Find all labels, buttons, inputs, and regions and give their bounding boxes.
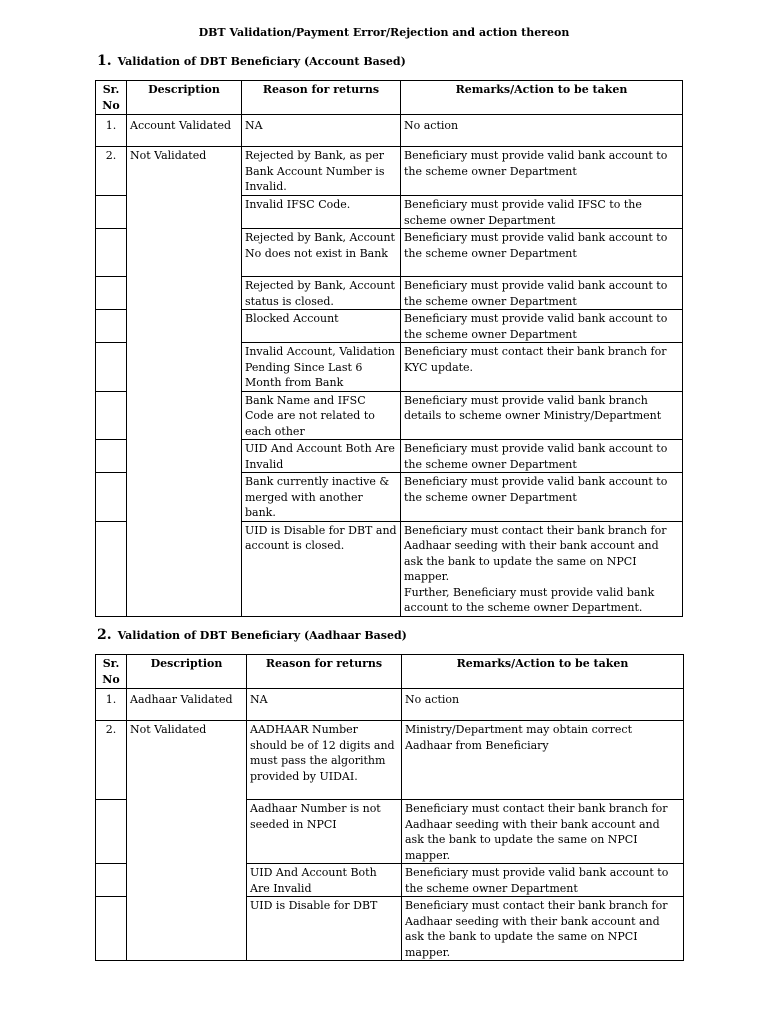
row-remarks-extra: Further, Beneficiary must provide valid bank account to the scheme owner Department. <box>404 585 655 614</box>
section-2-heading <box>97 627 407 643</box>
column-header-description: Description <box>127 81 242 115</box>
row-sr <box>96 196 127 229</box>
row-remarks: Beneficiary must contact their bank branch for Aadhaar seeding with their bank account and ask the bank to update the same on NPCI mapper. <box>402 897 684 961</box>
row-reason: Bank Name and IFSC Code are not related to each other <box>242 391 401 440</box>
row-reason: UID is Disable for DBT and account is closed. <box>242 521 401 616</box>
row-description: Account Validated <box>127 115 242 147</box>
column-header-remarks: Remarks/Action to be taken <box>401 81 683 115</box>
row-sr <box>96 310 127 343</box>
row-remarks: Beneficiary must provide valid bank account to the scheme owner Department <box>401 440 683 473</box>
row-reason: Bank currently inactive & merged with another bank. <box>242 473 401 522</box>
row-reason: NA <box>247 689 402 721</box>
row-sr: 1. <box>96 115 127 147</box>
row-sr <box>96 521 127 616</box>
row-sr: 2. <box>96 721 127 800</box>
row-reason: AADHAAR Number should be of 12 digits and must pass the algorithm provided by UIDAI. <box>247 721 402 800</box>
row-remarks: Beneficiary must contact their bank branch for Aadhaar seeding with their bank account and ask the bank to update the same on NPCI mapper. <box>402 800 684 864</box>
section-2-number: 2. <box>97 627 112 643</box>
row-reason: Invalid Account, Validation Pending Since Last 6 Month from Bank <box>242 343 401 392</box>
row-reason: Aadhaar Number is not seeded in NPCI <box>247 800 402 864</box>
row-sr <box>96 897 127 961</box>
page-title: DBT Validation/Payment Error/Rejection and action thereon <box>198 26 570 39</box>
row-reason: UID And Account Both Are Invalid <box>247 864 402 897</box>
account-validation-table <box>95 80 683 617</box>
column-header-reason: Reason for returns <box>247 655 402 689</box>
row-reason: Invalid IFSC Code. <box>242 196 401 229</box>
row-sr <box>96 473 127 522</box>
row-reason: Blocked Account <box>242 310 401 343</box>
row-remarks: Ministry/Department may obtain correct Aadhaar from Beneficiary <box>402 721 684 800</box>
column-header-remarks: Remarks/Action to be taken <box>402 655 684 689</box>
row-description: Aadhaar Validated <box>127 689 247 721</box>
section-2-title: Validation of DBT Beneficiary (Aadhaar Based) <box>117 629 407 642</box>
row-remarks: Beneficiary must contact their bank branch for KYC update. <box>401 343 683 392</box>
section-1-title: Validation of DBT Beneficiary (Account Based) <box>117 55 406 68</box>
row-sr <box>96 229 127 277</box>
column-header-sr: Sr. No <box>96 81 127 115</box>
column-header-sr: Sr. No <box>96 655 127 689</box>
table-row <box>96 115 683 147</box>
table-row <box>96 147 683 196</box>
table-row <box>96 689 684 721</box>
row-reason: UID is Disable for DBT <box>247 897 402 961</box>
row-reason: Rejected by Bank, Account No does not exist in Bank <box>242 229 401 277</box>
row-remarks: Beneficiary must provide valid bank account to the scheme owner Department <box>401 277 683 310</box>
row-sr <box>96 391 127 440</box>
row-remarks: Beneficiary must provide valid bank branch details to scheme owner Ministry/Department <box>401 391 683 440</box>
row-remarks: Beneficiary must provide valid bank account to the scheme owner Department <box>401 473 683 522</box>
row-sr <box>96 800 127 864</box>
row-sr: 1. <box>96 689 127 721</box>
row-sr <box>96 440 127 473</box>
table-row <box>96 721 684 800</box>
row-reason: UID And Account Both Are Invalid <box>242 440 401 473</box>
section-1-heading <box>97 53 406 69</box>
row-description: Not Validated <box>127 147 242 617</box>
aadhaar-validation-table <box>95 654 684 961</box>
row-reason: NA <box>242 115 401 147</box>
row-sr <box>96 343 127 392</box>
row-sr <box>96 864 127 897</box>
row-remarks: No action <box>402 689 684 721</box>
row-remarks: Beneficiary must provide valid bank account to the scheme owner Department <box>402 864 684 897</box>
row-remarks: Beneficiary must provide valid bank account to the scheme owner Department <box>401 310 683 343</box>
row-remarks: Beneficiary must provide valid bank account to the scheme owner Department <box>401 229 683 277</box>
table-header-row <box>96 655 684 689</box>
column-header-description: Description <box>127 655 247 689</box>
row-remarks: No action <box>401 115 683 147</box>
row-reason: Rejected by Bank, as per Bank Account Number is Invalid. <box>242 147 401 196</box>
row-remarks: Beneficiary must contact their bank branch for Aadhaar seeding with their bank account and ask the bank to update the same on NPCI mapper. <box>404 523 667 583</box>
row-remarks: Beneficiary must provide valid IFSC to the scheme owner Department <box>401 196 683 229</box>
row-sr <box>96 277 127 310</box>
column-header-reason: Reason for returns <box>242 81 401 115</box>
section-1-number: 1. <box>97 53 112 69</box>
row-sr: 2. <box>96 147 127 196</box>
row-remarks: Beneficiary must provide valid bank account to the scheme owner Department <box>401 147 683 196</box>
row-remarks-cell <box>401 521 683 616</box>
table-header-row <box>96 81 683 115</box>
row-description: Not Validated <box>127 721 247 961</box>
row-reason: Rejected by Bank, Account status is closed. <box>242 277 401 310</box>
